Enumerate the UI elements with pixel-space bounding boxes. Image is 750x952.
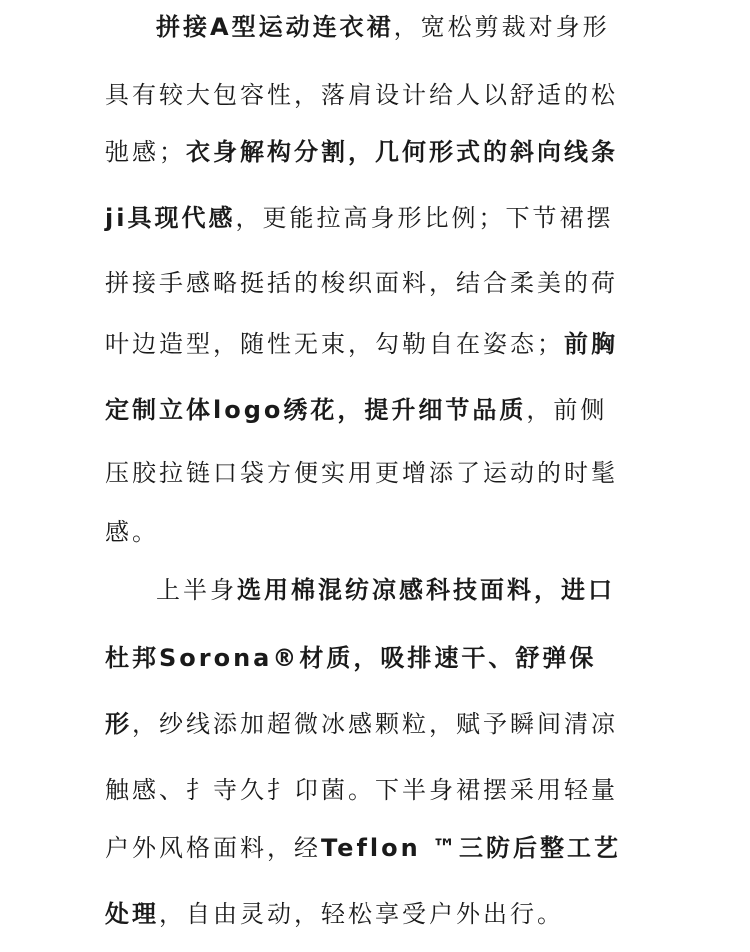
paragraph-1-line-7 [105,390,607,430]
paragraph-2-line-2 [105,638,596,678]
text-run: 感。 [105,518,159,546]
text-run: Teflon ™三防后整工艺 [321,834,622,862]
text-run: ，纱线添加超微冰感颗粒，赋予瞬间清凉 [132,710,618,738]
text-run: ，自由灵动，轻松享受户外出行。 [159,900,564,928]
text-run: 触感、扌寺久扌卬菌。下半身裙摆采用轻量 [105,776,618,804]
paragraph-2-line-3 [105,704,618,744]
paragraph-2-line-4 [105,770,618,810]
text-run: 形 [105,710,132,738]
text-run: 拼接手感略挺括的梭织面料，结合柔美的荷 [105,269,618,297]
paragraph-1-line-8 [105,453,618,493]
paragraph-1-line-6 [105,324,618,364]
text-run: 压胶拉链口袋方便实用更增添了运动的时髦 [105,459,618,487]
text-run: 拼接A型运动连衣裙 [156,13,394,41]
text-run: 定制立体logo绣花，提升细节品质 [105,396,527,424]
paragraph-1-line-1 [156,7,610,47]
text-run: 衣身解构分割，几何形式的斜向线条 [186,138,618,166]
text-run: ji具现代感 [105,204,236,232]
paragraph-1-line-2 [105,75,618,115]
text-run: 杜邦Sorona®材质，吸排速干、舒弹保 [105,644,597,672]
paragraph-1-line-9 [105,512,159,552]
text-run: 弛感； [105,138,186,166]
text-run: ，宽松剪裁对身形 [393,13,610,41]
paragraph-2-line-1 [156,570,615,610]
paragraph-1-line-3 [105,132,618,172]
text-run: 选用棉混纺凉感科技面料，进口 [237,576,615,604]
text-run: 具有较大包容性，落肩设计给人以舒适的松 [105,81,618,109]
paragraph-2-line-5 [105,828,621,868]
text-run: 前胸 [564,330,618,358]
text-run: 处理 [105,900,159,928]
paragraph-1-line-5 [105,263,618,303]
text-run: 户外风格面料，经 [105,834,321,862]
text-run: ，更能拉高身形比例；下节裙摆 [235,204,614,232]
text-run: 上半身 [156,576,237,604]
paragraph-2-line-6 [105,894,564,934]
paragraph-1-line-4 [105,198,613,238]
text-run: 叶边造型，随性无束，勾勒自在姿态； [105,330,564,358]
text-run: ，前侧 [526,396,608,424]
